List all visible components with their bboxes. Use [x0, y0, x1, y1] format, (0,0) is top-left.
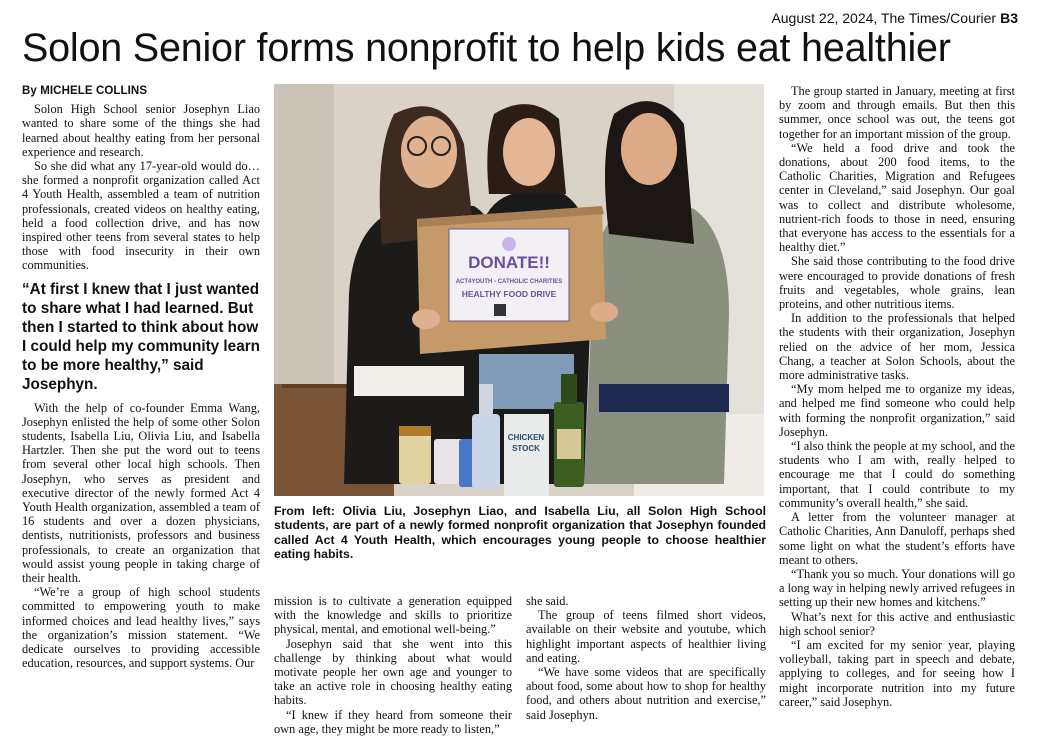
paragraph: What’s next for this active and enthusiastic high school senior? — [779, 609, 1015, 638]
article-photo — [274, 84, 764, 496]
left-girl-shorts — [354, 366, 464, 396]
paragraph: “I am excited for my senior year, playing volleyball, taking part in speech and debate, applying to colleges, and for seeing how I might incorporate nutrition into my future career,” said Josephyn. — [779, 637, 1015, 709]
paragraph: She said those contributing to the food drive were encouraged to provide donations of fresh fruits and vegetables, whole grains, lean proteins, and other nutritious items. — [779, 254, 1015, 312]
paragraph: With the help of co-founder Emma Wang, Josephyn enlisted the help of some other Solon students, Isabella Liu, Olivia Liu, and Isabella Hartzler. Then she put the word out to teens from several other local high schools. Then Josephyn, who serves as president and executive director of the newly formed Act 4 Youth Health organization, assembled a team of 16 students and over a dozen physicians, dentists, nutritionists, professors and business professionals, to create an organization that would assist young people in taking charge of their health. — [22, 400, 260, 586]
page-header — [771, 10, 1018, 26]
article-column-1 — [22, 84, 260, 671]
middle-girl-shorts — [479, 354, 574, 409]
article-column-2 — [274, 594, 512, 736]
paragraph: So she did what any 17-year-old would do…she formed a nonprofit organization called Act 4 Youth Health, assembled a team of nutrition professionals, created videos on healthy eating, held a food collection drive, and has now inspired other teens from several states to help those with food insecurity in their own communities. — [22, 159, 260, 273]
paragraph: “Thank you so much. Your donations will go a long way in helping newly arrived refugees in setting up their new homes and kitchens.” — [779, 566, 1015, 610]
carton-label-1: CHICKEN — [507, 433, 545, 442]
right-girl-face — [621, 113, 677, 185]
right-girl-shorts — [599, 384, 729, 412]
paragraph: Solon High School senior Josephyn Liao wanted to share some of the things she had learned about healthy eating from her personal experience and research. — [22, 102, 260, 159]
pull-quote: “At first I knew that I just wanted to share what I had learned. But then I started to think about how I could help my community learn to be more healthy,” said Josephyn. — [22, 280, 260, 393]
article-column-3 — [526, 594, 766, 722]
paragraph: “I knew if they heard from someone their own age, they might be more ready to listen,” — [274, 707, 512, 736]
article-column-4 — [779, 84, 1015, 709]
paragraph: “We’re a group of high school students committed to empowering youth to make informed choices and lead healthy lives,” says the organization’s mission statement. “We dedicate ourselves to providing accessible education, resources, and support systems. Our — [22, 585, 260, 671]
donation-box — [417, 206, 606, 354]
paragraph: “I also think the people at my school, and the students who I am with, really helped to encourage me that I could do something important, that I could contribute to my community’s overall health,” she said. — [779, 439, 1015, 510]
paragraph: The group of teens filmed short videos, available on their website and youtube, which highlight important aspects of healthier living and eating. — [526, 608, 766, 665]
photo-caption: From left: Olivia Liu, Josephyn Liao, and Isabella Liu, all Solon High School students, are part of a newly formed nonprofit organization that Josephyn founded called Act 4 Youth Health, which encourages young people to choose healthier eating habits. — [274, 504, 766, 562]
headline: Solon Senior forms nonprofit to help kids eat healthier — [22, 26, 951, 70]
photo-illustration — [274, 84, 764, 496]
box-title: DONATE!! — [468, 253, 550, 272]
paragraph: In addition to the professionals that helped the students with their organization, Josephyn relied on the advice of her mom, Jessica Chang, a teacher at Solon Schools, about the more administrative tasks. — [779, 311, 1015, 383]
page-number: B3 — [1000, 10, 1018, 26]
paragraph: A letter from the volunteer manager at Catholic Charities, Ann Danuloff, perhaps shed some light on what the student’s efforts have meant to others. — [779, 510, 1015, 567]
byline: By MICHELE COLLINS — [22, 85, 148, 97]
carton-label-2: STOCK — [512, 444, 540, 453]
paragraph: The group started in January, meeting at first by zoom and through emails. But then this summer, once school was out, the teens got together for an important mission of the group. — [779, 84, 1015, 141]
paragraph: she said. — [526, 594, 569, 608]
middle-girl-face — [503, 118, 555, 186]
paragraph: Josephyn said that she went into this challenge by thinking about what would motivate people her own age and younger to take an active role in choosing healthy eating habits. — [274, 636, 512, 708]
paragraph: “My mom helped me to organize my ideas, and helped me find someone who could help with forming the nonprofit organization,” said Josephyn. — [779, 382, 1015, 439]
dateline: August 22, 2024, The Times/Courier — [771, 10, 997, 26]
box-line-2: HEALTHY FOOD DRIVE — [461, 289, 557, 299]
paragraph: mission is to cultivate a generation equipped with the knowledge and skills to prioritize physical, mental, and emotional well-being.” — [274, 594, 512, 637]
paragraph: “We held a food drive and took the donations, about 200 food items, to the Catholic Charities, Migration and Refugees center in Cleveland,” said Josephyn. Our goal was to collect and distribute wholesome, nutrient-rich foods to those in need, ensuring that everyone has access to the essentials for a healthy diet.” — [779, 140, 1015, 255]
box-line-1: ACT4YOUTH - CATHOLIC CHARITIES — [455, 279, 563, 285]
paragraph: “We have some videos that are specifically about food, some about how to shop for healthy food, and others about nutrition and exercise,” said Josephyn. — [526, 665, 766, 722]
